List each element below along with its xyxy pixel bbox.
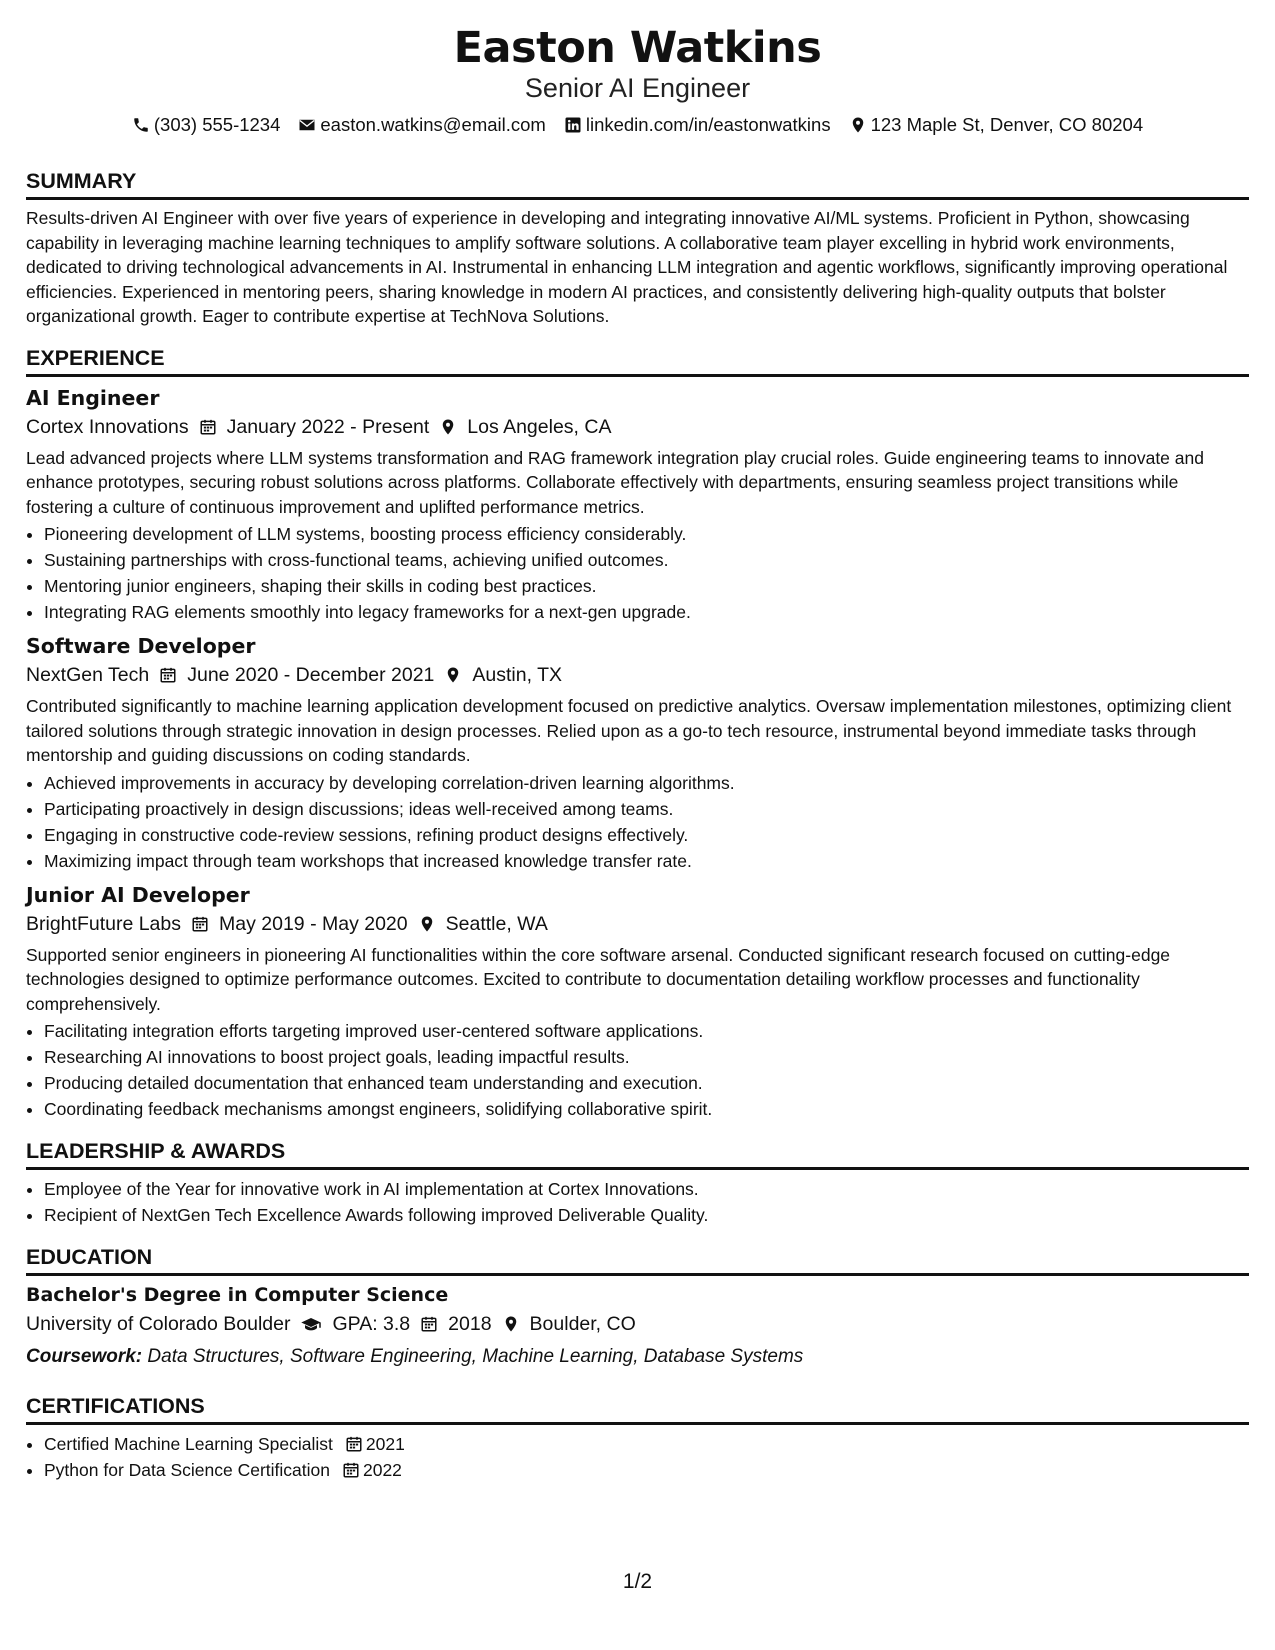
email-text: easton.watkins@email.com [320,114,546,135]
job-location: Seattle, WA [445,912,548,935]
list-item: • Facilitating integration efforts targeting improved user-centered software applications. [44,1018,1249,1044]
job-description: Lead advanced projects where LLM systems transformation and RAG framework integration play crucial roles. Guide engineering teams to innovate and enhance prototypes, securing robust solutions across platforms. Collaborate effectively with departments, ensuring seamless project transitions while fostering a culture of continuous improvement and uplifted performance metrics. [26,447,1204,517]
job-description: Supported senior engineers in pioneering AI functionalities within the core software arsenal. Conducted significant research focused on cutting-edge technologies designed to optimize performance outcomes. Excited to contribute to documentation detailing workflow processes and functionality comprehensively. [26,944,1171,1014]
list-item: • Employee of the Year for innovative work in AI implementation at Cortex Innovations. [44,1176,1249,1202]
map-pin-icon [439,418,457,436]
education-section [26,1244,1249,1371]
summary-text: Results-driven AI Engineer with over five years of experience in developing and integrating innovative AI/ML systems. Proficient in Python, showcasing capability in leveraging machine learning techniques to amplify software solutions. A collaborative team player excelling in hybrid work environments, dedicated to driving technological advancements in AI. Instrumental in enhancing LLM integration and agentic workflows, significantly improving operational efficiencies. Experienced in mentoring peers, sharing knowledge in modern AI practices, and consistently delivering high-quality outputs that bolster organizational growth. Eager to contribute expertise at TechNova Solutions. [26,208,1228,326]
job-dates: January 2022 - Present [226,415,430,438]
certifications-section [26,1393,1249,1483]
coursework-text: Data Structures, Software Engineering, Machine Learning, Database Systems [147,1346,804,1367]
map-pin-icon [502,1315,520,1333]
list-item: • Engaging in constructive code-review sessions, refining product designs effectively. [44,822,1249,848]
list-item: • Maximizing impact through team workshops that increased knowledge transfer rate. [44,848,1249,874]
company-name: NextGen Tech [26,664,150,686]
calendar-icon [345,1435,363,1453]
job-bullets [26,521,1249,625]
calendar-icon [191,915,209,933]
gpa-text: GPA: 3.8 [332,1313,411,1335]
list-item: • Sustaining partnerships with cross-functional teams, achieving unified outcomes. [44,547,1249,573]
certification-name: • Certified Machine Learning Specialist [44,1434,333,1454]
section-heading: LEADERSHIP & AWARDS [26,1138,1249,1170]
education-location: Boulder, CO [529,1313,636,1335]
list-item: • Researching AI innovations to boost project goals, leading impactful results. [44,1044,1249,1070]
section-heading: EXPERIENCE [26,345,1249,377]
section-heading: SUMMARY [26,168,1249,200]
job-meta [26,412,1249,442]
coursework-label: Coursework: [26,1346,143,1367]
job-dates: June 2020 - December 2021 [187,664,435,686]
job-meta [26,909,1249,939]
list-item: • Pioneering development of LLM systems, boosting process efficiency considerably. [44,521,1249,547]
list-item: • Participating proactively in design discussions; ideas well-received among teams. [44,796,1249,822]
calendar-icon [199,418,217,436]
job-dates: May 2019 - May 2020 [219,912,408,935]
resume-page [26,22,1249,1483]
experience-section [26,345,1249,1123]
job-entry [26,882,1249,1123]
graduation-cap-icon [300,1315,322,1333]
list-item: • Integrating RAG elements smoothly into legacy frameworks for a next-gen upgrade. [44,599,1249,625]
calendar-icon [159,666,177,684]
certification-year: 2022 [362,1460,402,1480]
job-bullets [26,770,1249,874]
contact-linkedin[interactable] [564,114,831,136]
graduation-year: 2018 [448,1313,492,1335]
job-description: Contributed significantly to machine learning application development focused on predictive analytics. Oversaw implementation milestones, optimizing client tailored solutions through strategic innovation in design processes. Relied upon as a go-to tech resource, instrumental beyond immediate tasks through mentorship and guiding discussions on coding standards. [26,696,1232,765]
job-location: Austin, TX [472,664,562,686]
list-item [44,1431,1249,1457]
coursework-line [26,1343,1249,1371]
list-item [44,1457,1249,1483]
phone-icon [132,116,150,134]
job-meta [26,660,1249,690]
list-item: • Achieved improvements in accuracy by developing correlation-driven learning algorithms. [44,770,1249,796]
certification-name: • Python for Data Science Certification [44,1460,330,1480]
envelope-icon [298,116,316,134]
map-pin-icon [418,915,436,933]
certification-list [26,1431,1249,1483]
section-heading: EDUCATION [26,1244,1249,1276]
contact-email[interactable] [298,114,545,136]
job-entry [26,385,1249,626]
contact-phone[interactable] [132,114,281,136]
company-name: BrightFuture Labs [26,912,182,935]
job-location: Los Angeles, CA [467,415,612,438]
job-title: Junior AI Developer [26,882,250,907]
summary-section [26,168,1249,329]
job-title: Software Developer [26,634,256,658]
degree-title: Bachelor's Degree in Computer Science [26,1284,449,1306]
company-name: Cortex Innovations [26,415,189,438]
linkedin-icon [564,116,582,134]
contact-row [26,114,1249,136]
award-list [26,1176,1249,1228]
education-meta [26,1309,1249,1339]
calendar-icon [420,1315,438,1333]
section-heading: CERTIFICATIONS [26,1393,1249,1425]
address-text: 123 Maple St, Denver, CO 80204 [870,114,1144,135]
leadership-section [26,1138,1249,1228]
job-entry [26,633,1249,874]
map-pin-icon [444,666,462,684]
calendar-icon [342,1461,360,1479]
school-name: University of Colorado Boulder [26,1313,291,1335]
job-bullets [26,1018,1249,1122]
list-item: • Recipient of NextGen Tech Excellence Awards following improved Deliverable Quality. [44,1202,1249,1228]
list-item: • Producing detailed documentation that enhanced team understanding and execution. [44,1070,1249,1096]
candidate-name: Easton Watkins [453,23,822,73]
phone-text: (303) 555-1234 [153,114,281,135]
list-item: • Mentoring junior engineers, shaping their skills in coding best practices. [44,573,1249,599]
page-number: 1/2 [622,1570,653,1593]
candidate-title: Senior AI Engineer [524,73,751,103]
contact-address [849,114,1144,136]
list-item: • Coordinating feedback mechanisms amongst engineers, solidifying collaborative spirit. [44,1096,1249,1122]
linkedin-text: linkedin.com/in/eastonwatkins [585,114,831,135]
certification-year: 2021 [365,1434,405,1454]
job-title: AI Engineer [26,385,160,410]
map-pin-icon [849,116,867,134]
